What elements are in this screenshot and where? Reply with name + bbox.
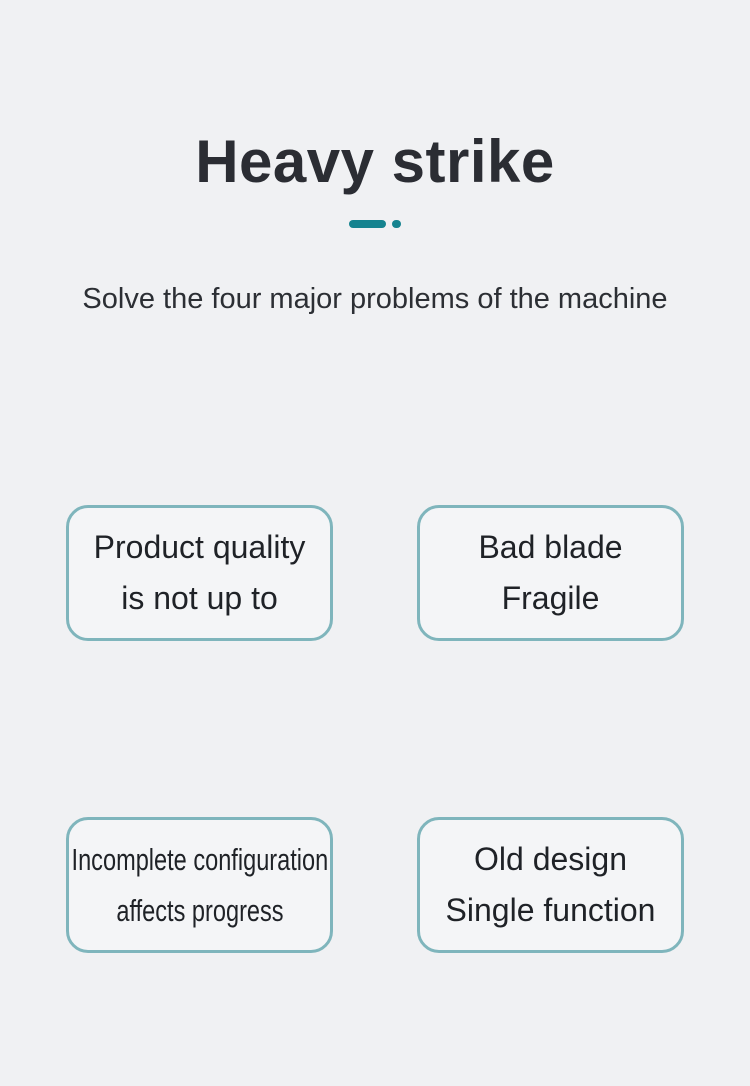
problem-card-incomplete-configuration (66, 817, 333, 953)
problem-card-bad-blade (417, 505, 684, 641)
page-subtitle: Solve the four major problems of the machine (82, 283, 668, 315)
problem-card-line2: Fragile (501, 580, 600, 616)
title-underline-decoration (0, 219, 750, 228)
accent-dot-icon (392, 220, 401, 228)
problem-card-old-design (417, 817, 684, 953)
problem-card-line2: Single function (445, 892, 656, 928)
problem-card-line2: is not up to (121, 580, 278, 616)
problem-card-product-quality (66, 505, 333, 641)
problem-card-line1: Old design (474, 841, 627, 877)
problem-card-line1: Incomplete configuration (71, 842, 328, 877)
problem-card-line2: affects progress (115, 893, 284, 928)
problem-card-line1: Bad blade (478, 529, 623, 565)
accent-dash-icon (349, 220, 386, 228)
page-title: Heavy strike (195, 128, 555, 195)
problem-card-line1: Product quality (93, 529, 306, 565)
